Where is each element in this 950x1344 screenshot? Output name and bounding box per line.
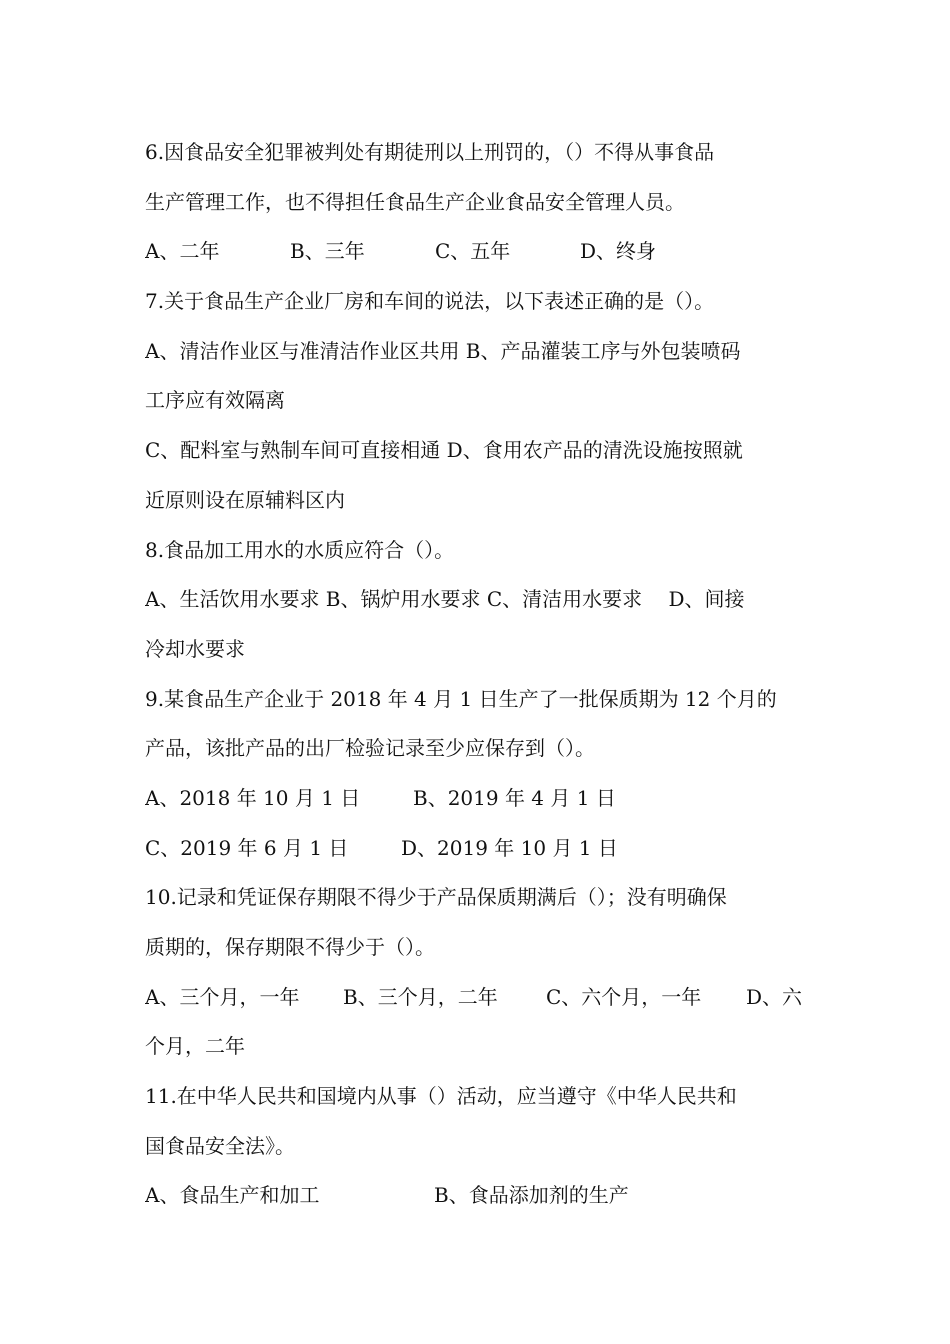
q7-options-line-3: C、配料室与熟制车间可直接相通 D、食用农产品的清洗设施按照就 xyxy=(145,438,743,463)
q10-option-b: B、三个月，二年 xyxy=(343,984,498,1009)
q10-option-c: C、六个月，一年 xyxy=(546,984,702,1009)
q6-option-a: A、二年 xyxy=(145,239,220,264)
q6-option-c: C、五年 xyxy=(435,239,511,264)
q11-option-a: A、食品生产和加工 xyxy=(145,1183,320,1208)
question-list xyxy=(145,128,810,1221)
q8-options-line-1: A、生活饮用水要求 B、锅炉用水要求 C、清洁用水要求 D、间接 xyxy=(145,587,745,612)
q9-stem-line-1: 9.某食品生产企业于 2018 年 4 月 1 日生产了一批保质期为 12 个月的 xyxy=(145,686,777,711)
q11-options xyxy=(145,1171,810,1221)
q10-options xyxy=(145,973,810,1023)
q11-option-b: B、食品添加剂的生产 xyxy=(434,1183,629,1208)
q8-stem-line-1: 8.食品加工用水的水质应符合（）。 xyxy=(145,537,455,562)
q10-stem-line-2: 质期的，保存期限不得少于（）。 xyxy=(145,935,435,959)
q9-stem-line-2: 产品，该批产品的出厂检验记录至少应保存到（）。 xyxy=(145,736,595,761)
q9-options-row-1 xyxy=(145,774,810,824)
q11-stem-line-2: 国食品安全法》。 xyxy=(145,1133,295,1158)
q6-stem-line-1: 6.因食品安全犯罪被判处有期徒刑以上刑罚的，（）不得从事食品 xyxy=(145,140,715,164)
q9-option-c: C、2019 年 6 月 1 日 xyxy=(145,835,349,860)
q7-options-line-2: 工序应有效隔离 xyxy=(145,388,285,413)
q10-options-continued: 个月，二年 xyxy=(145,1034,245,1059)
q6-stem-line-2: 生产管理工作，也不得担任食品生产企业食品安全管理人员。 xyxy=(145,189,685,214)
q7-options-line-1: A、清洁作业区与准清洁作业区共用 B、产品灌装工序与外包装喷码 xyxy=(145,338,741,363)
q8-options-line-2: 冷却水要求 xyxy=(145,636,245,661)
q9-options-row-2 xyxy=(145,824,810,874)
q7-options-line-4: 近原则设在原辅料区内 xyxy=(145,487,345,512)
q10-option-d: D、六 xyxy=(746,984,803,1009)
q6-option-d: D、终身 xyxy=(580,239,657,264)
q7-stem-line-1: 7.关于食品生产企业厂房和车间的说法，以下表述正确的是（）。 xyxy=(145,289,715,314)
q10-option-a: A、三个月，一年 xyxy=(145,984,300,1009)
q6-option-b: B、三年 xyxy=(290,239,365,264)
q10-stem-line-1: 10.记录和凭证保存期限不得少于产品保质期满后（）；没有明确保 xyxy=(145,885,727,910)
q9-option-a: A、2018 年 10 月 1 日 xyxy=(145,785,361,810)
q9-option-b: B、2019 年 4 月 1 日 xyxy=(413,785,616,810)
q11-stem-line-1: 11.在中华人民共和国境内从事（）活动，应当遵守《中华人民共和 xyxy=(145,1084,737,1109)
q9-option-d: D、2019 年 10 月 1 日 xyxy=(401,835,618,860)
q6-options xyxy=(145,227,810,277)
